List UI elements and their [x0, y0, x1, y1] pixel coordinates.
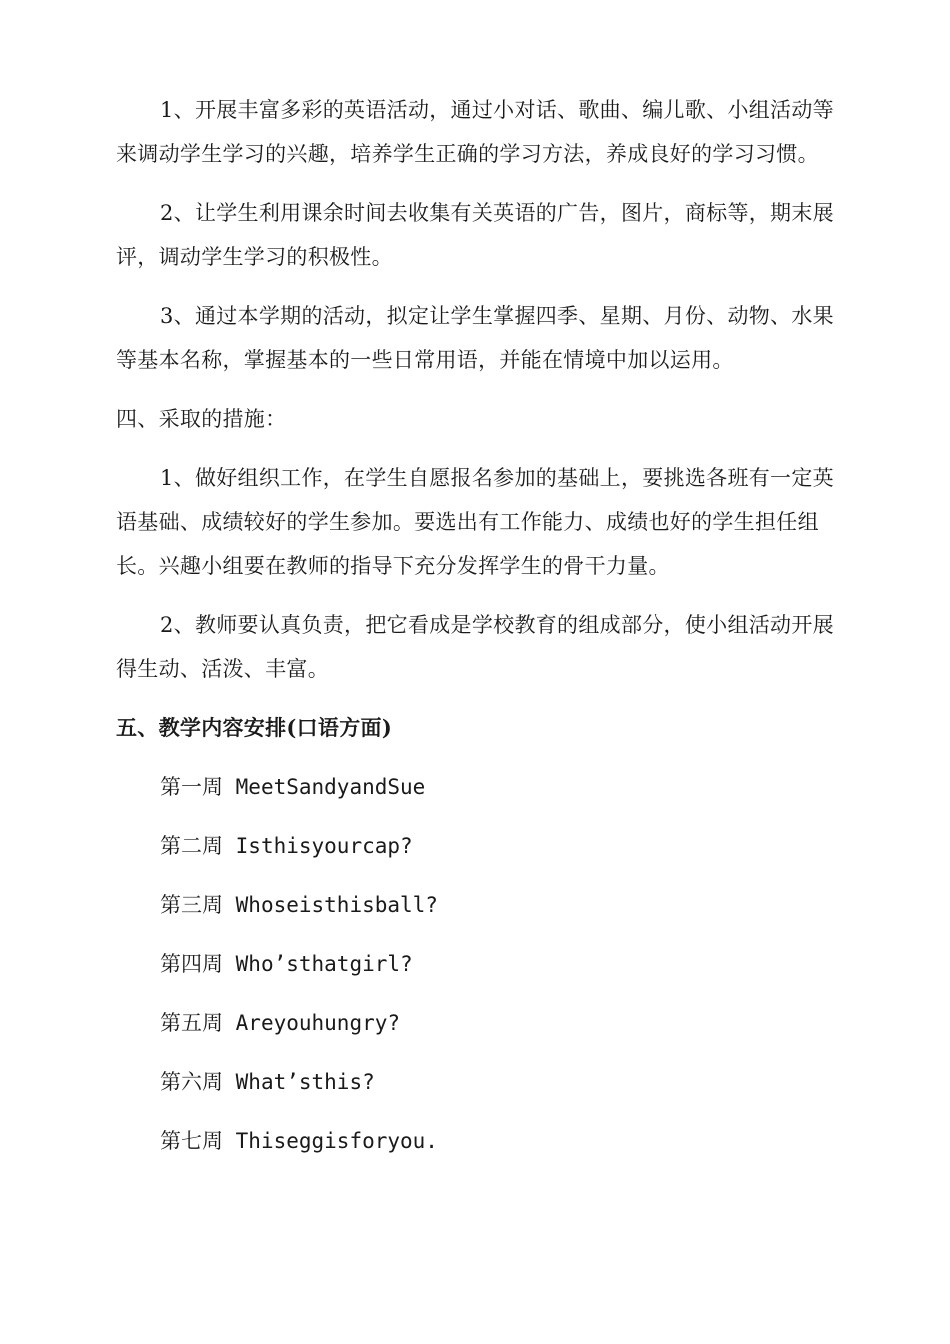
paragraph-activities: 1、开展丰富多彩的英语活动，通过小对话、歌曲、编儿歌、小组活动等来调动学生学习的兴趣，培养学生正确的学习方法，养成良好的学习习惯。	[116, 98, 834, 166]
week-topic: What’sthis?	[235, 1070, 375, 1094]
week-topic: MeetSandyandSue	[235, 775, 426, 799]
week-label: 第四周	[160, 952, 223, 976]
week-schedule-list	[116, 765, 834, 1178]
week-label: 第一周	[160, 775, 223, 799]
document-page	[116, 88, 834, 1178]
week-label: 第五周	[160, 1011, 223, 1035]
week-topic: Whoseisthisball?	[235, 893, 438, 917]
section-heading-content: 五、教学内容安排(口语方面)	[116, 715, 393, 740]
week-label: 第三周	[160, 893, 223, 917]
week-label: 第二周	[160, 834, 223, 858]
list-item	[116, 1001, 834, 1060]
list-item	[116, 942, 834, 1001]
list-item	[116, 824, 834, 883]
paragraph-teacher-duty: 2、教师要认真负责，把它看成是学校教育的组成部分，使小组活动开展得生动、活泼、丰富。	[116, 613, 834, 681]
list-item	[116, 883, 834, 942]
paragraph-organization: 1、做好组织工作，在学生自愿报名参加的基础上，要挑选各班有一定英语基础、成绩较好的学生参加。要选出有工作能力、成绩也好的学生担任组长。兴趣小组要在教师的指导下充分发挥学生的骨干力量。	[116, 466, 834, 578]
week-topic: Areyouhungry?	[235, 1011, 401, 1035]
list-item	[116, 1060, 834, 1119]
paragraph-goals: 3、通过本学期的活动，拟定让学生掌握四季、星期、月份、动物、水果等基本名称，掌握基本的一些日常用语，并能在情境中加以运用。	[116, 304, 834, 372]
week-label: 第六周	[160, 1070, 223, 1094]
week-topic: Thiseggisforyou.	[235, 1129, 438, 1153]
week-label: 第七周	[160, 1129, 223, 1153]
list-item	[116, 765, 834, 824]
section-heading-measures: 四、采取的措施：	[116, 407, 287, 431]
paragraph-collection: 2、让学生利用课余时间去收集有关英语的广告，图片，商标等，期末展评，调动学生学习的积极性。	[116, 201, 834, 269]
list-item	[116, 1119, 834, 1178]
week-topic: Isthisyourcap?	[235, 834, 413, 858]
week-topic: Who’sthatgirl?	[235, 952, 413, 976]
